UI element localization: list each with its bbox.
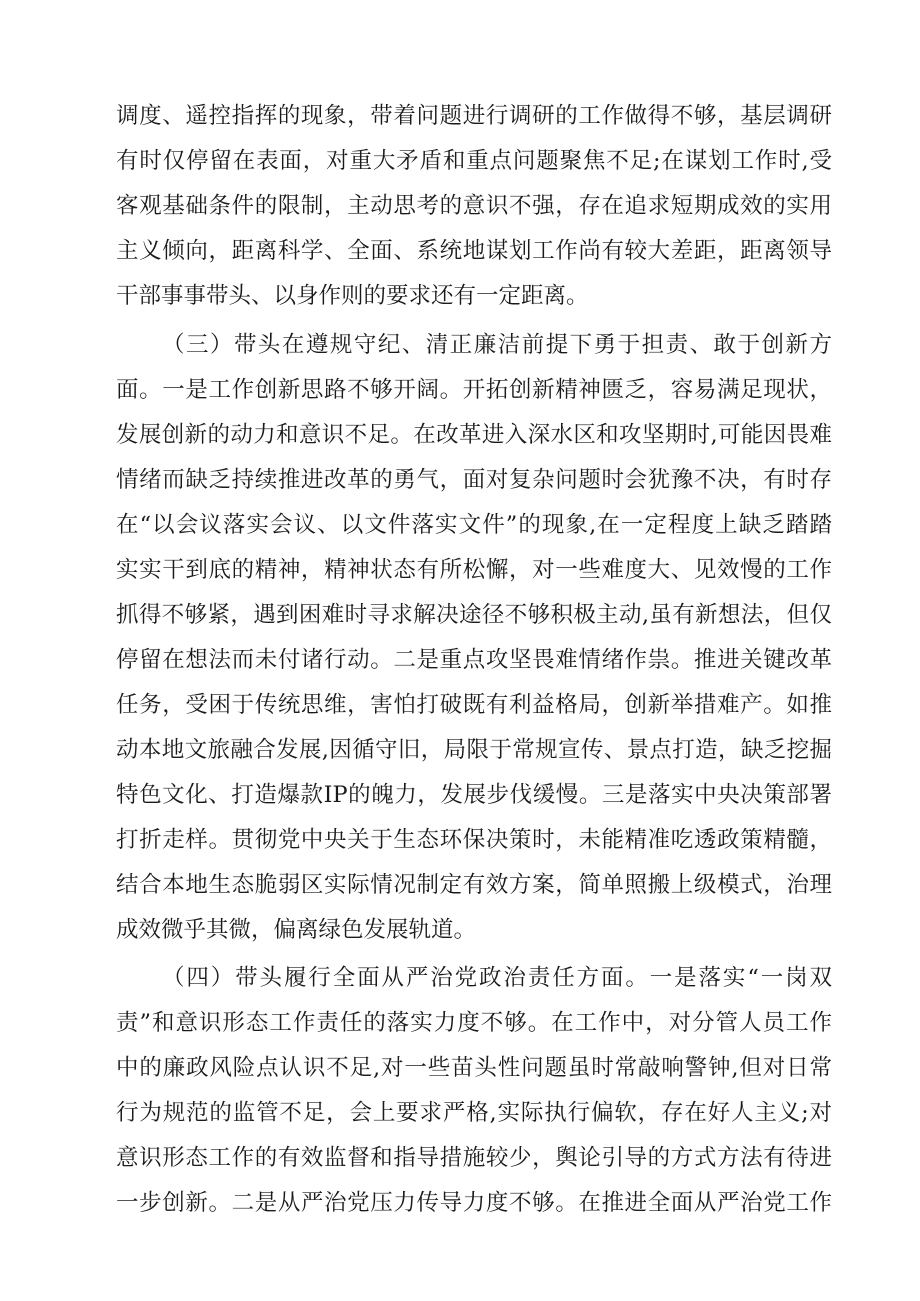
text-line: 客观基础条件的限制，主动思考的意识不强，存在追求短期成效的实用 xyxy=(116,193,832,219)
text-line: 情绪而缺乏持续推进改革的勇气，面对复杂问题时会犹豫不决，有时存 xyxy=(116,467,832,493)
text-line: 责”和意识形态工作责任的落实力度不够。在工作中，对分管人员工作 xyxy=(116,1010,832,1036)
text-line: 行为规范的监管不足，会上要求严格,实际执行偏软，存在好人主义;对 xyxy=(116,1100,832,1126)
section-heading-4: （四）带头履行全面从严治党政治责任方面。一是落实“一岗双 xyxy=(162,965,832,991)
text-line: 调度、遥控指挥的现象，带着问题进行调研的工作做得不够，基层调研 xyxy=(116,103,832,129)
text-line: 有时仅停留在表面，对重大矛盾和重点问题聚焦不足;在谋划工作时,受 xyxy=(116,148,832,174)
text-line: 结合本地生态脆弱区实际情况制定有效方案，简单照搬上级模式，治理 xyxy=(116,872,832,898)
text-line: 任务，受困于传统思维，害怕打破既有利益格局，创新举措难产。如推 xyxy=(116,692,832,718)
text-line: 发展创新的动力和意识不足。在改革进入深水区和攻坚期时,可能因畏难 xyxy=(116,422,832,448)
text-line: 一步创新。二是从严治党压力传导力度不够。在推进全面从严治党工作 xyxy=(116,1190,832,1216)
section-heading-3: （三）带头在遵规守纪、清正廉洁前提下勇于担责、敢于创新方 xyxy=(162,332,832,358)
text-line: 干部事事带头、以身作则的要求还有一定距离。 xyxy=(116,283,589,309)
text-line: 实实干到底的精神，精神状态有所松懈，对一些难度大、见效慢的工作 xyxy=(116,557,832,583)
text-line: 面。一是工作创新思路不够开阔。开拓创新精神匮乏，容易满足现状， xyxy=(116,377,832,403)
text-line: 停留在想法而未付诸行动。二是重点攻坚畏难情绪作祟。推进关键改革 xyxy=(116,647,832,673)
text-line: 意识形态工作的有效监督和指导措施较少，舆论引导的方式方法有待进 xyxy=(116,1145,832,1171)
text-line: 打折走样。贯彻党中央关于生态环保决策时，未能精准吃透政策精髓， xyxy=(116,827,832,853)
text-line: 在“以会议落实会议、以文件落实文件”的现象,在一定程度上缺乏踏踏 xyxy=(116,512,832,538)
text-line: 抓得不够紧，遇到困难时寻求解决途径不够积极主动,虽有新想法，但仅 xyxy=(116,602,832,628)
text-line: 动本地文旅融合发展,因循守旧，局限于常规宣传、景点打造，缺乏挖掘 xyxy=(116,737,832,763)
text-line: 特色文化、打造爆款IP的魄力，发展步伐缓慢。三是落实中央决策部署 xyxy=(116,782,832,808)
text-line: 成效微乎其微，偏离绿色发展轨道。 xyxy=(116,917,477,943)
text-line: 中的廉政风险点认识不足,对一些苗头性问题虽时常敲响警钟,但对日常 xyxy=(116,1055,832,1081)
text-line: 主义倾向，距离科学、全面、系统地谋划工作尚有较大差距，距离领导 xyxy=(116,238,832,264)
